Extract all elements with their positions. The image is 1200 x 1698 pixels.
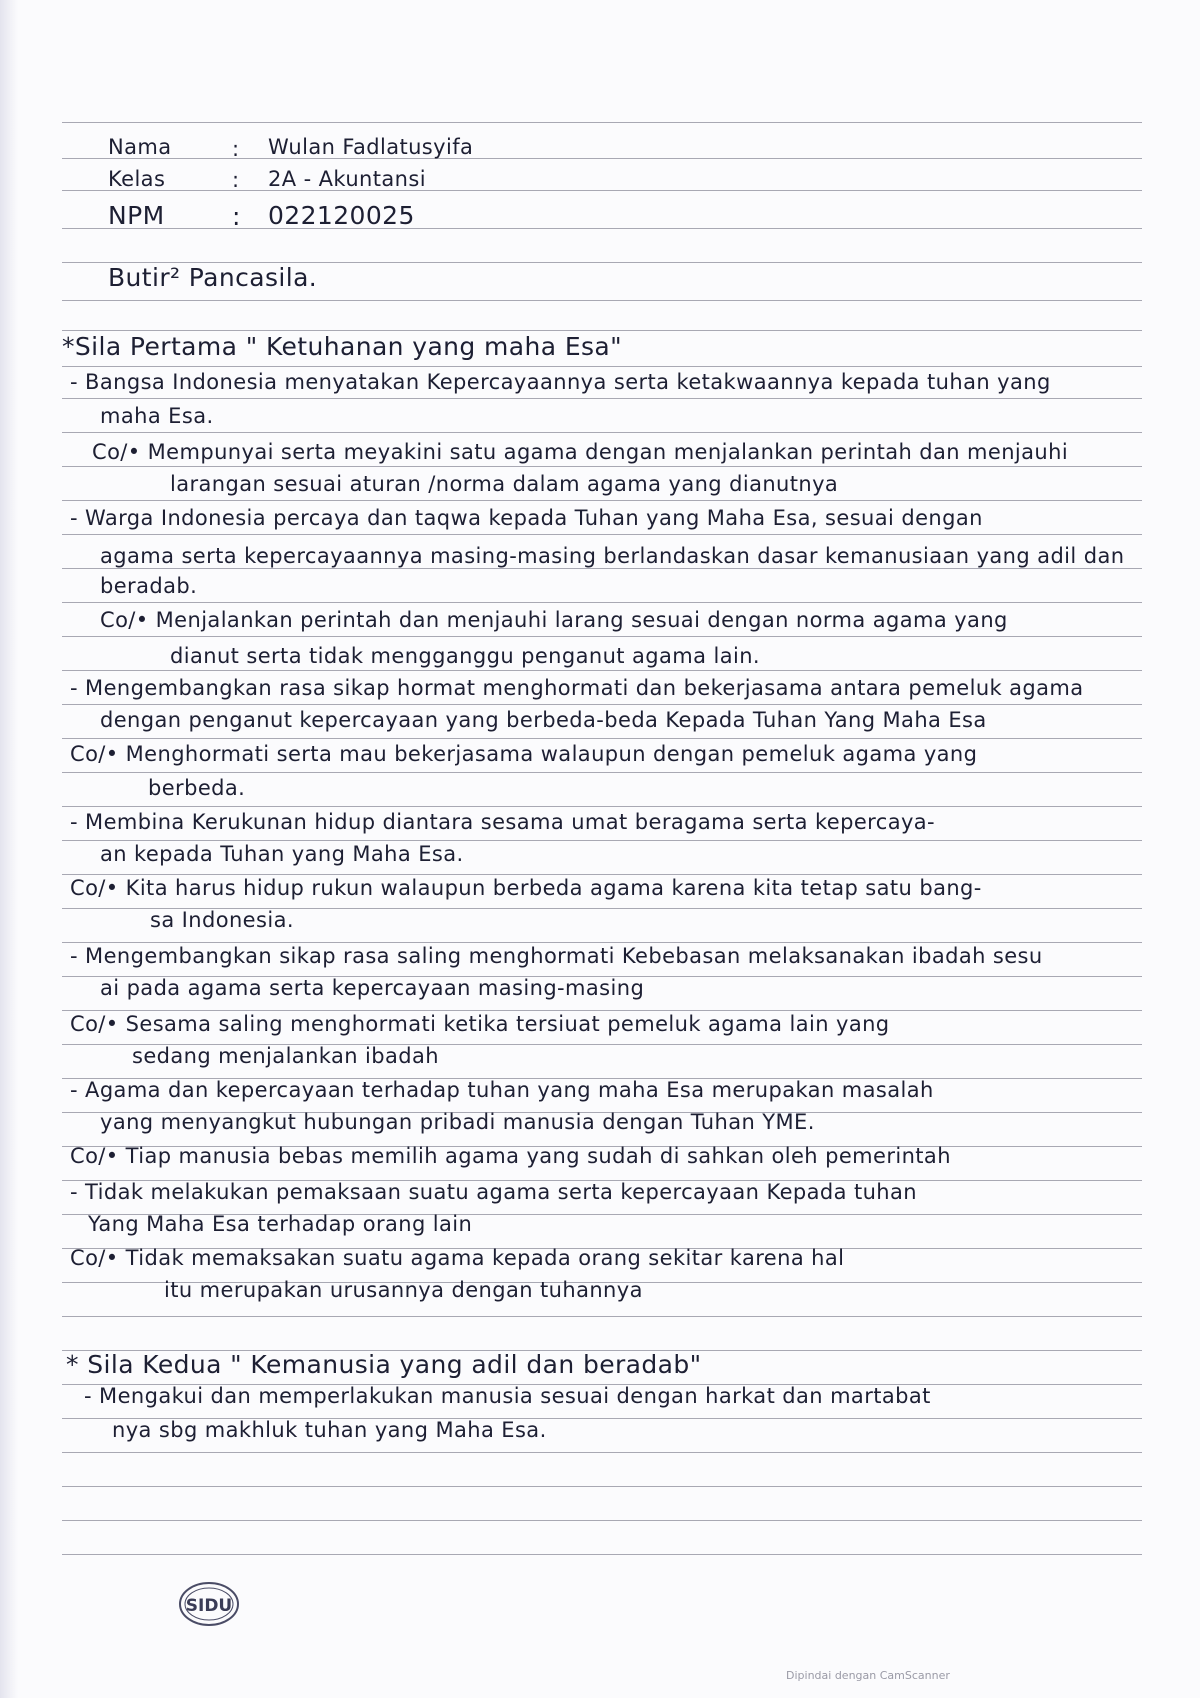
sila-pertama-line: Co/• Kita harus hidup rukun walaupun berbeda agama karena kita tetap satu bang- [70, 876, 982, 900]
kelas-label: Kelas [108, 167, 166, 191]
sila-pertama-line: sa Indonesia. [150, 908, 294, 932]
sila-kedua-heading: * Sila Kedua " Kemanusia yang adil dan beradab" [66, 1350, 702, 1379]
rule-line [62, 942, 1142, 943]
rule-line [62, 122, 1142, 123]
rule-line [62, 1452, 1142, 1453]
rule-line [62, 602, 1142, 603]
sila-pertama-line: agama serta kepercayaannya masing-masing berlandaskan dasar kemanusiaan yang adil dan [100, 544, 1125, 568]
sila-pertama-line: yang menyangkut hubungan pribadi manusia dengan Tuhan YME. [100, 1110, 815, 1134]
sila-kedua-line: nya sbg makhluk tuhan yang Maha Esa. [112, 1418, 547, 1442]
sila-pertama-line: sedang menjalankan ibadah [132, 1044, 439, 1068]
nama-value: Wulan Fadlatusyifa [268, 135, 474, 159]
rule-line [62, 398, 1142, 399]
scan-watermark: Dipindai dengan CamScanner [786, 1669, 950, 1682]
rule-line [62, 432, 1142, 433]
sila-pertama-line: larangan sesuai aturan /norma dalam agama yang dianutnya [170, 472, 839, 496]
rule-line [62, 704, 1142, 705]
nama-label: Nama [108, 135, 172, 159]
rule-line [62, 534, 1142, 535]
rule-line [62, 366, 1142, 367]
sila-pertama-heading: *Sila Pertama " Ketuhanan yang maha Esa" [62, 332, 623, 361]
npm-label: NPM [108, 201, 165, 230]
rule-line [62, 670, 1142, 671]
sila-pertama-line: - Mengembangkan sikap rasa saling menghormati Kebebasan melaksanakan ibadah sesu [70, 944, 1043, 968]
sila-pertama-line: beradab. [100, 574, 198, 598]
rule-line [62, 874, 1142, 875]
rule-line [62, 772, 1142, 773]
rule-line [62, 500, 1142, 501]
sila-pertama-line: berbeda. [148, 776, 246, 800]
sila-pertama-line: - Agama dan kepercayaan terhadap tuhan yang maha Esa merupakan masalah [70, 1078, 934, 1102]
rule-line [62, 190, 1142, 191]
rule-line [62, 1010, 1142, 1011]
page-edge-shadow [0, 0, 18, 1698]
rule-line [62, 1486, 1142, 1487]
rule-line [62, 466, 1142, 467]
rule-line [62, 1316, 1142, 1317]
rule-line [62, 300, 1142, 301]
page-title: Butir² Pancasila. [108, 263, 318, 292]
sila-pertama-line: Co/• Sesama saling menghormati ketika tersiuat pemeluk agama lain yang [70, 1012, 890, 1036]
rule-line [62, 568, 1142, 569]
kelas-separator: : [232, 168, 240, 192]
rule-line [62, 738, 1142, 739]
nama-separator: : [232, 137, 240, 161]
rule-line [62, 1554, 1142, 1555]
sila-pertama-line: Co/• Menghormati serta mau bekerjasama walaupun dengan pemeluk agama yang [70, 742, 978, 766]
sila-pertama-line: dianut serta tidak mengganggu penganut agama lain. [170, 644, 760, 668]
rule-line [62, 840, 1142, 841]
rule-line [62, 228, 1142, 229]
rule-line [62, 158, 1142, 159]
sila-pertama-line: Yang Maha Esa terhadap orang lain [88, 1212, 473, 1236]
sila-pertama-line: dengan penganut kepercayaan yang berbeda-beda Kepada Tuhan Yang Maha Esa [100, 708, 987, 732]
sidu-logo-text: SIDU [185, 1596, 233, 1616]
sila-pertama-line: Co/• Tiap manusia bebas memilih agama yang sudah di sahkan oleh pemerintah [70, 1144, 951, 1168]
sila-pertama-line: maha Esa. [100, 404, 214, 428]
sila-pertama-line: ai pada agama serta kepercayaan masing-masing [100, 976, 645, 1000]
npm-value: 022120025 [268, 201, 415, 230]
rule-line [62, 636, 1142, 637]
sila-pertama-line: - Membina Kerukunan hidup diantara sesama umat beragama serta kepercaya- [70, 810, 936, 834]
rule-line [62, 1520, 1142, 1521]
rule-line [62, 806, 1142, 807]
sidu-logo [178, 1581, 240, 1627]
npm-separator: : [232, 202, 241, 231]
sila-pertama-line: an kepada Tuhan yang Maha Esa. [100, 842, 464, 866]
sila-pertama-line: Co/• Menjalankan perintah dan menjauhi larang sesuai dengan norma agama yang [100, 608, 1008, 632]
sila-pertama-line: itu merupakan urusannya dengan tuhannya [164, 1278, 643, 1302]
sila-pertama-line: - Bangsa Indonesia menyatakan Kepercayaannya serta ketakwaannya kepada tuhan yang [70, 370, 1051, 394]
sila-pertama-line: - Tidak melakukan pemaksaan suatu agama serta kepercayaan Kepada tuhan [70, 1180, 917, 1204]
sila-pertama-line: - Warga Indonesia percaya dan taqwa kepada Tuhan yang Maha Esa, sesuai dengan [70, 506, 983, 530]
sila-pertama-line: - Mengembangkan rasa sikap hormat menghormati dan bekerjasama antara pemeluk agama [70, 676, 1084, 700]
sila-pertama-line: Co/• Tidak memaksakan suatu agama kepada orang sekitar karena hal [70, 1246, 845, 1270]
rule-line [62, 330, 1142, 331]
sila-kedua-line: - Mengakui dan memperlakukan manusia sesuai dengan harkat dan martabat [84, 1384, 931, 1408]
sila-pertama-line: Co/• Mempunyai serta meyakini satu agama dengan menjalankan perintah dan menjauhi [92, 440, 1069, 464]
kelas-value: 2A - Akuntansi [268, 167, 426, 191]
